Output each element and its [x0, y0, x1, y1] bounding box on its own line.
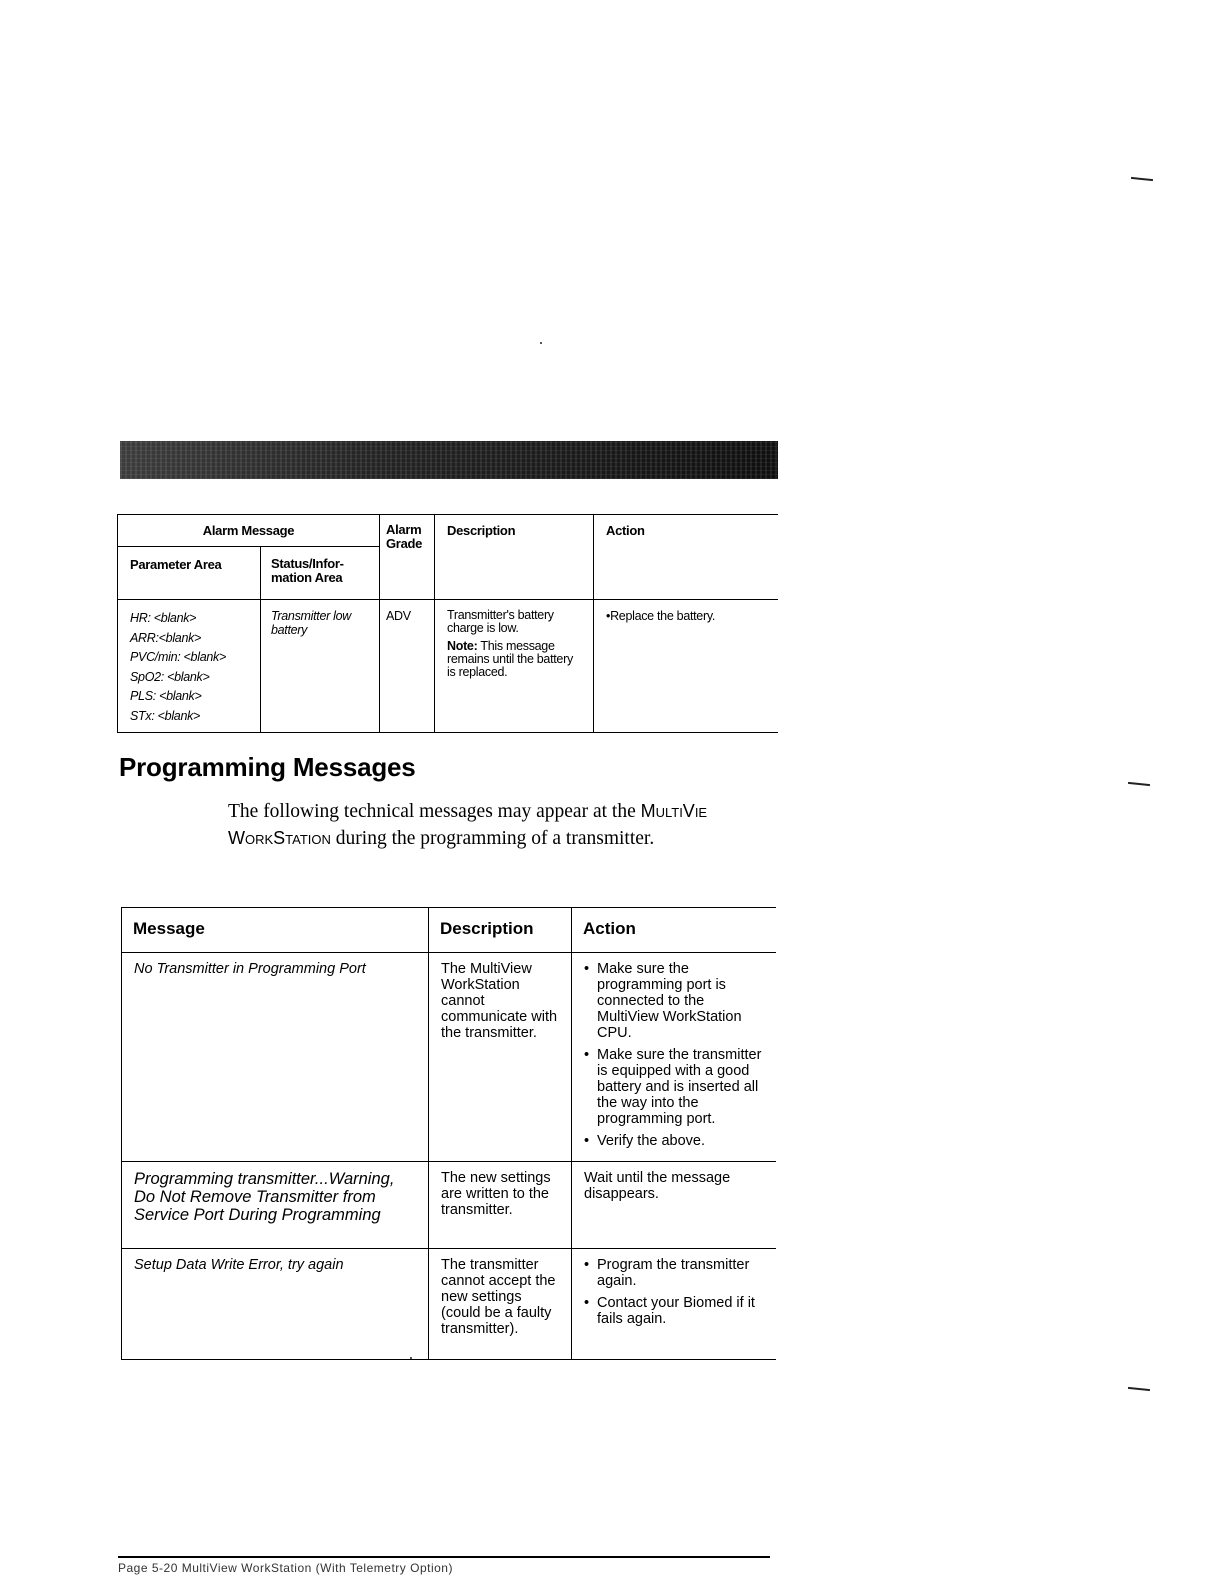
- edge-mark: [1128, 782, 1150, 786]
- alarm-grade-header: Alarm Grade: [380, 515, 435, 600]
- action-header: Action: [572, 908, 777, 953]
- parameter-area-header: Parameter Area: [118, 547, 261, 600]
- edge-mark: [1131, 177, 1153, 181]
- param-pls: PLS: <blank>: [130, 689, 202, 703]
- param-hr: HR: <blank>: [130, 611, 197, 625]
- grade-cell: ADV: [380, 600, 435, 733]
- scan-speck: [540, 342, 542, 344]
- param-pvc: PVC/min: <blank>: [130, 650, 226, 664]
- action-header: Action: [594, 515, 779, 600]
- product-name: WorkStation: [228, 828, 331, 848]
- footer-rule: [118, 1556, 770, 1558]
- table-row: [122, 953, 777, 1162]
- description-cell: The MultiView WorkStation cannot communicate with the transmitter.: [429, 953, 572, 1162]
- description-header: Description: [429, 908, 572, 953]
- description-header: Description: [435, 515, 594, 600]
- action-item: • Contact your Biomed if it fails again.: [584, 1295, 764, 1327]
- param-arr: ARR:<blank>: [130, 630, 202, 645]
- intro-text: The following technical messages may appear at the: [228, 801, 641, 822]
- description-text: Transmitter's battery charge is low.: [447, 608, 554, 635]
- intro-text: during the programming of a transmitter.: [330, 828, 655, 849]
- action-cell: [572, 1249, 777, 1360]
- section-banner: [120, 441, 778, 479]
- action-cell: •Replace the battery.: [594, 600, 779, 733]
- alarm-table: [117, 514, 778, 733]
- action-cell: [572, 953, 777, 1162]
- action-item: • Verify the above.: [584, 1133, 764, 1149]
- action-item: • Program the transmitter again.: [584, 1257, 764, 1289]
- message-cell: Programming transmitter...Warning, Do Not Remove Transmitter from Service Port During Programming: [122, 1162, 429, 1249]
- product-name: MultiVie: [640, 801, 708, 821]
- param-spo2: SpO2: <blank>: [130, 669, 210, 684]
- message-header: Message: [122, 908, 429, 953]
- message-cell: No Transmitter in Programming Port: [122, 953, 429, 1162]
- action-item: • Make sure the programming port is connected to the MultiView WorkStation CPU.: [584, 961, 764, 1041]
- status-info-area-header: Status/Infor-mation Area: [261, 547, 380, 600]
- intro-paragraph: [228, 798, 776, 852]
- footer-text: Page 5-20 MultiView WorkStation (With Telemetry Option): [118, 1561, 453, 1575]
- action-cell: Wait until the message disappears.: [572, 1162, 777, 1249]
- note: [447, 640, 581, 679]
- note-label: Note:: [447, 639, 478, 653]
- section-title: Programming Messages: [119, 752, 416, 782]
- note-text: This message remains until the battery is replaced.: [447, 639, 573, 679]
- programming-messages-table: [121, 907, 776, 1360]
- table-row: [122, 1162, 777, 1249]
- description-cell: [435, 600, 594, 733]
- description-cell: The transmitter cannot accept the new settings (could be a faulty transmitter).: [429, 1249, 572, 1360]
- param-stx: STx: <blank>: [130, 708, 201, 723]
- action-item: • Make sure the transmitter is equipped with a good battery and is inserted all the way into the programming port.: [584, 1047, 764, 1127]
- alarm-message-header: Alarm Message: [118, 515, 380, 547]
- edge-mark: [1128, 1387, 1150, 1391]
- table-row: [122, 1249, 777, 1360]
- message-cell: Setup Data Write Error, try again: [122, 1249, 429, 1360]
- status-cell: Transmitter low battery: [261, 600, 380, 733]
- parameter-list: [118, 600, 261, 733]
- description-cell: The new settings are written to the transmitter.: [429, 1162, 572, 1249]
